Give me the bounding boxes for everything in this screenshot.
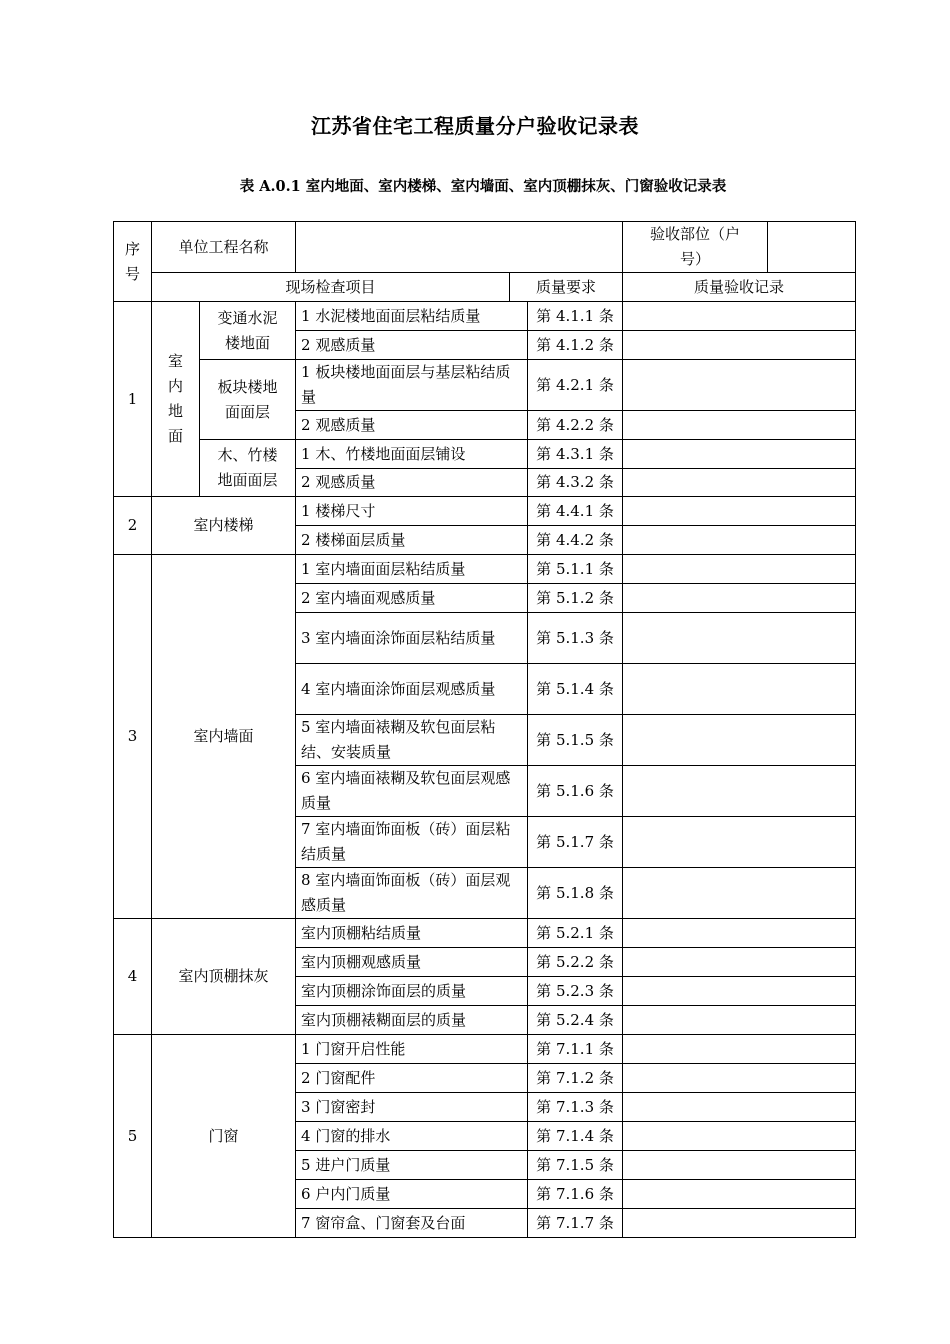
table-subtitle: 表 A.0.1 室内地面、室内楼梯、室内墙面、室内顶棚抹灰、门窗验收记录表 bbox=[239, 178, 727, 195]
category-doors-windows: 门窗 bbox=[152, 1035, 296, 1238]
table-row bbox=[114, 360, 856, 411]
quality-requirement: 第 7.1.5 条 bbox=[528, 1151, 623, 1180]
inspection-item: 6 户内门质量 bbox=[296, 1180, 528, 1209]
category-indoor-floor: 室 内 地 面 bbox=[152, 302, 200, 497]
quality-requirement: 第 4.2.1 条 bbox=[528, 360, 623, 411]
quality-record-cell[interactable] bbox=[623, 1006, 856, 1035]
quality-requirement: 第 5.1.5 条 bbox=[528, 715, 623, 766]
table-row bbox=[114, 1035, 856, 1064]
inspection-item: 8 室内墙面饰面板（砖）面层观感质量 bbox=[296, 868, 528, 919]
inspection-item: 1 板块楼地面面层与基层粘结质量 bbox=[296, 360, 528, 411]
quality-requirement: 第 7.1.7 条 bbox=[528, 1209, 623, 1238]
quality-record-cell[interactable] bbox=[623, 331, 856, 360]
inspection-item: 室内顶棚裱糊面层的质量 bbox=[296, 1006, 528, 1035]
acceptance-part-value[interactable] bbox=[768, 222, 856, 273]
table-row bbox=[114, 440, 856, 469]
inspection-item: 2 观感质量 bbox=[296, 331, 528, 360]
row-number: 4 bbox=[114, 919, 152, 1035]
quality-record-cell[interactable] bbox=[623, 1122, 856, 1151]
table-row bbox=[114, 555, 856, 584]
quality-requirement: 第 5.2.4 条 bbox=[528, 1006, 623, 1035]
table-row bbox=[114, 302, 856, 331]
quality-record-cell[interactable] bbox=[623, 584, 856, 613]
inspection-item: 室内顶棚涂饰面层的质量 bbox=[296, 977, 528, 1006]
quality-record-cell[interactable] bbox=[623, 1093, 856, 1122]
quality-requirement: 第 5.1.2 条 bbox=[528, 584, 623, 613]
category-indoor-ceiling: 室内顶棚抹灰 bbox=[152, 919, 296, 1035]
quality-requirement: 第 5.1.4 条 bbox=[528, 664, 623, 715]
quality-requirement: 第 5.2.2 条 bbox=[528, 948, 623, 977]
quality-record-cell[interactable] bbox=[623, 411, 856, 440]
quality-requirement-header: 质量要求 bbox=[510, 273, 623, 302]
acceptance-part-label: 验收部位（户号） bbox=[623, 222, 768, 273]
inspection-item: 3 门窗密封 bbox=[296, 1093, 528, 1122]
inspection-item: 2 楼梯面层质量 bbox=[296, 526, 528, 555]
category-indoor-stairs: 室内楼梯 bbox=[152, 497, 296, 555]
quality-record-cell[interactable] bbox=[623, 766, 856, 817]
inspection-item: 1 楼梯尺寸 bbox=[296, 497, 528, 526]
quality-requirement: 第 5.1.3 条 bbox=[528, 613, 623, 664]
quality-record-header: 质量验收记录 bbox=[623, 273, 856, 302]
quality-record-cell[interactable] bbox=[623, 715, 856, 766]
subcategory: 变通水泥楼地面 bbox=[200, 302, 296, 360]
quality-record-cell[interactable] bbox=[623, 440, 856, 469]
inspection-item: 2 观感质量 bbox=[296, 469, 528, 497]
quality-requirement: 第 4.2.2 条 bbox=[528, 411, 623, 440]
inspection-item: 7 窗帘盒、门窗套及台面 bbox=[296, 1209, 528, 1238]
quality-record-cell[interactable] bbox=[623, 664, 856, 715]
subcategory: 木、竹楼地面面层 bbox=[200, 440, 296, 497]
row-number: 2 bbox=[114, 497, 152, 555]
inspection-item: 1 室内墙面面层粘结质量 bbox=[296, 555, 528, 584]
quality-requirement: 第 4.4.2 条 bbox=[528, 526, 623, 555]
inspection-item: 7 室内墙面饰面板（砖）面层粘结质量 bbox=[296, 817, 528, 868]
inspection-item: 2 观感质量 bbox=[296, 411, 528, 440]
header-row-columns bbox=[114, 273, 856, 302]
quality-requirement: 第 7.1.6 条 bbox=[528, 1180, 623, 1209]
quality-requirement: 第 4.3.1 条 bbox=[528, 440, 623, 469]
quality-record-cell[interactable] bbox=[623, 360, 856, 411]
inspection-item: 室内顶棚观感质量 bbox=[296, 948, 528, 977]
row-number: 1 bbox=[114, 302, 152, 497]
inspection-item: 1 水泥楼地面面层粘结质量 bbox=[296, 302, 528, 331]
table-row bbox=[114, 497, 856, 526]
quality-record-cell[interactable] bbox=[623, 469, 856, 497]
quality-requirement: 第 5.2.1 条 bbox=[528, 919, 623, 948]
quality-requirement: 第 7.1.4 条 bbox=[528, 1122, 623, 1151]
inspection-item: 室内顶棚粘结质量 bbox=[296, 919, 528, 948]
inspection-item: 1 门窗开启性能 bbox=[296, 1035, 528, 1064]
quality-record-cell[interactable] bbox=[623, 817, 856, 868]
inspection-item: 5 室内墙面裱糊及软包面层粘结、安装质量 bbox=[296, 715, 528, 766]
quality-requirement: 第 7.1.2 条 bbox=[528, 1064, 623, 1093]
acceptance-record-table bbox=[113, 221, 856, 1238]
quality-record-cell[interactable] bbox=[623, 526, 856, 555]
quality-requirement: 第 4.4.1 条 bbox=[528, 497, 623, 526]
document-title: 江苏省住宅工程质量分户验收记录表 bbox=[311, 114, 639, 138]
row-number: 3 bbox=[114, 555, 152, 919]
inspection-item: 5 进户门质量 bbox=[296, 1151, 528, 1180]
inspection-item: 2 室内墙面观感质量 bbox=[296, 584, 528, 613]
quality-record-cell[interactable] bbox=[623, 497, 856, 526]
row-number: 5 bbox=[114, 1035, 152, 1238]
quality-requirement: 第 5.1.8 条 bbox=[528, 868, 623, 919]
inspection-item: 6 室内墙面裱糊及软包面层观感质量 bbox=[296, 766, 528, 817]
quality-record-cell[interactable] bbox=[623, 868, 856, 919]
quality-record-cell[interactable] bbox=[623, 302, 856, 331]
quality-requirement: 第 5.1.7 条 bbox=[528, 817, 623, 868]
header-row-unit bbox=[114, 222, 856, 273]
quality-record-cell[interactable] bbox=[623, 977, 856, 1006]
subcategory: 板块楼地面面层 bbox=[200, 360, 296, 440]
inspection-items-header: 现场检查项目 bbox=[152, 273, 510, 302]
unit-name-value[interactable] bbox=[296, 222, 623, 273]
quality-record-cell[interactable] bbox=[623, 555, 856, 584]
quality-requirement: 第 5.2.3 条 bbox=[528, 977, 623, 1006]
inspection-item: 4 室内墙面涂饰面层观感质量 bbox=[296, 664, 528, 715]
quality-requirement: 第 4.3.2 条 bbox=[528, 469, 623, 497]
seq-header: 序 号 bbox=[114, 222, 152, 302]
quality-record-cell[interactable] bbox=[623, 1035, 856, 1064]
quality-record-cell[interactable] bbox=[623, 1180, 856, 1209]
inspection-item: 2 门窗配件 bbox=[296, 1064, 528, 1093]
inspection-item: 4 门窗的排水 bbox=[296, 1122, 528, 1151]
quality-requirement: 第 4.1.1 条 bbox=[528, 302, 623, 331]
inspection-item: 3 室内墙面涂饰面层粘结质量 bbox=[296, 613, 528, 664]
category-indoor-wall: 室内墙面 bbox=[152, 555, 296, 919]
quality-requirement: 第 7.1.3 条 bbox=[528, 1093, 623, 1122]
inspection-item: 1 木、竹楼地面面层铺设 bbox=[296, 440, 528, 469]
quality-record-cell[interactable] bbox=[623, 1209, 856, 1238]
quality-record-cell[interactable] bbox=[623, 613, 856, 664]
table-row bbox=[114, 919, 856, 948]
quality-requirement: 第 4.1.2 条 bbox=[528, 331, 623, 360]
unit-name-label: 单位工程名称 bbox=[152, 222, 296, 273]
quality-record-cell[interactable] bbox=[623, 919, 856, 948]
quality-record-cell[interactable] bbox=[623, 948, 856, 977]
quality-requirement: 第 5.1.6 条 bbox=[528, 766, 623, 817]
quality-requirement: 第 7.1.1 条 bbox=[528, 1035, 623, 1064]
quality-record-cell[interactable] bbox=[623, 1064, 856, 1093]
quality-requirement: 第 5.1.1 条 bbox=[528, 555, 623, 584]
quality-record-cell[interactable] bbox=[623, 1151, 856, 1180]
